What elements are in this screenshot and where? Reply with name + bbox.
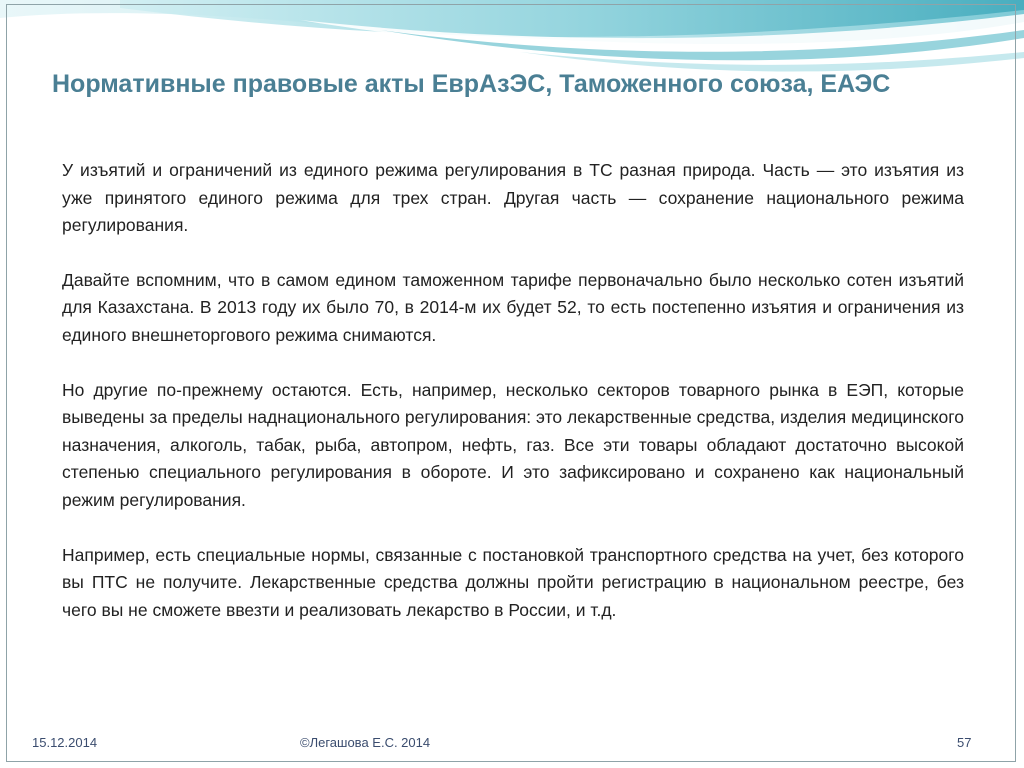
- slide-body: [62, 157, 964, 624]
- paragraph-1: У изъятий и ограничений из единого режима регулирования в ТС разная природа. Часть — это изъятия из уже принятого единого режима для трех стран. Другая часть — сохранение национального режима регулирования.: [62, 160, 964, 236]
- footer-date: 15.12.2014: [32, 735, 98, 750]
- paragraph-2: Давайте вспомним, что в самом едином таможенном тарифе первоначально было несколько сотен изъятий для Казахстана. В 2013 году их было 70, в 2014-м их будет 52, то есть постепенно изъятия и ограничения из единого внешнеторгового режима снимаются.: [62, 269, 964, 345]
- paragraph-3: Но другие по-прежнему остаются. Есть, например, несколько секторов товарного рынка в ЕЭП, которые выведены за пределы наднационального регулирования: это лекарственные средства, изделия медицинского назначения, алкоголь, табак, рыба, автопром, нефть, газ. Все эти товары обладают достаточно высокой степенью специального регулирования в обороте. И это зафиксировано и сохранено как национальный режим регулирования.: [62, 379, 964, 510]
- paragraph-4: Например, есть специальные нормы, связанные с постановкой транспортного средства на учет, без которого вы ПТС не получите. Лекарственные средства должны пройти регистрацию в национальном реестре, без чего вы не сможете ввезти и реализовать лекарство в России, и т.д.: [62, 544, 964, 620]
- slide-title: Нормативные правовые акты ЕврАзЭС, Таможенного союза, ЕАЭС: [52, 70, 891, 98]
- footer-page-number: 57: [957, 735, 972, 750]
- footer-author: ©Легашова Е.С. 2014: [300, 735, 431, 750]
